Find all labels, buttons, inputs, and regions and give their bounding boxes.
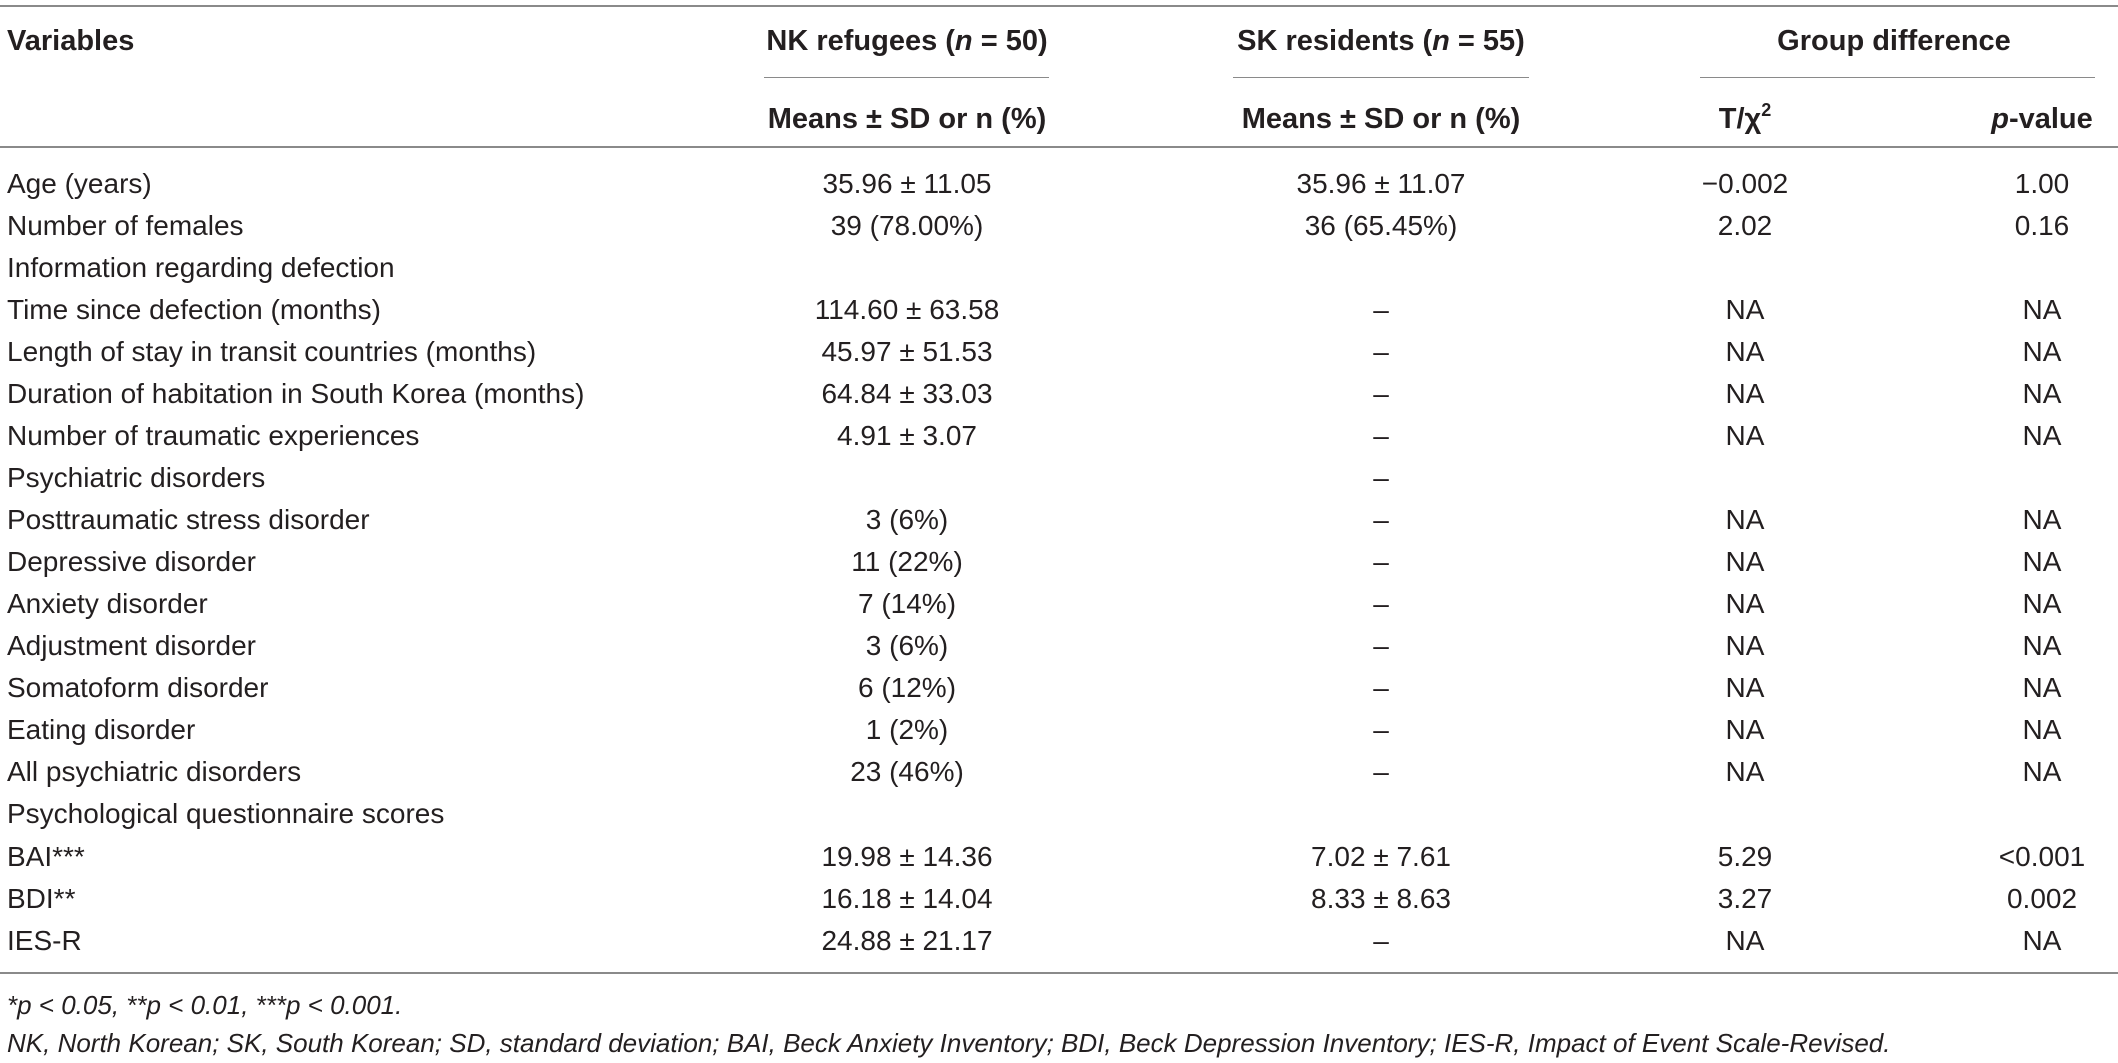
cell-nk: 19.98 ± 14.36 xyxy=(821,841,993,872)
cell-variable: Eating disorder xyxy=(7,714,196,745)
cell-stat: NA xyxy=(1725,630,1765,661)
cell-p: NA xyxy=(2022,714,2062,745)
cell-variable: IES-R xyxy=(7,925,82,956)
header-bottom-rule xyxy=(0,146,2118,148)
cell-p: NA xyxy=(2022,546,2062,577)
header-nk-means: Means ± SD or n (%) xyxy=(767,103,1047,135)
cell-variable: Age (years) xyxy=(7,168,152,199)
cell-sk: 35.96 ± 11.07 xyxy=(1296,168,1466,199)
cell-stat: 2.02 xyxy=(1717,210,1773,241)
cell-variable: Anxiety disorder xyxy=(7,588,208,619)
cell-p: NA xyxy=(2022,504,2062,535)
table-row xyxy=(0,927,2118,969)
cell-nk: 3 (6%) xyxy=(865,504,949,535)
cell-nk: 45.97 ± 51.53 xyxy=(821,336,993,367)
cell-sk: – xyxy=(1373,756,1389,787)
sk-header-rule xyxy=(1233,77,1529,78)
cell-p: NA xyxy=(2022,294,2062,325)
cell-nk: 39 (78.00%) xyxy=(830,210,984,241)
cell-sk: – xyxy=(1373,462,1389,493)
cell-stat: NA xyxy=(1725,336,1765,367)
cell-sk: 36 (65.45%) xyxy=(1304,210,1458,241)
top-rule xyxy=(0,5,2118,7)
cell-variable: Psychological questionnaire scores xyxy=(7,798,445,829)
table-row xyxy=(0,885,2118,927)
cell-variable: Length of stay in transit countries (months) xyxy=(7,336,537,367)
cell-p: NA xyxy=(2022,672,2062,703)
cell-stat: NA xyxy=(1725,378,1765,409)
cell-variable: Adjustment disorder xyxy=(7,630,257,661)
cell-stat: NA xyxy=(1725,294,1765,325)
cell-stat: NA xyxy=(1725,756,1765,787)
footnote-abbreviations: NK, North Korean; SK, South Korean; SD, standard deviation; BAI, Beck Anxiety Inventory; BDI, Beck Depression Inventory; IES-R, Impact of Event Scale-Revised. xyxy=(7,1028,1891,1058)
cell-sk: – xyxy=(1373,378,1389,409)
header-sk-means: Means ± SD or n (%) xyxy=(1241,103,1521,135)
table-row xyxy=(0,506,2118,548)
table-row xyxy=(0,800,2118,842)
cell-p: NA xyxy=(2022,336,2062,367)
nk-header-rule xyxy=(764,77,1049,78)
cell-nk: 64.84 ± 33.03 xyxy=(821,378,993,409)
cell-nk: 11 (22%) xyxy=(851,546,963,577)
cell-variable: BAI*** xyxy=(7,841,85,872)
cell-nk: 24.88 ± 21.17 xyxy=(821,925,993,956)
cell-variable: Number of females xyxy=(7,210,244,241)
cell-stat: −0.002 xyxy=(1701,168,1789,199)
cell-nk: 35.96 ± 11.05 xyxy=(822,168,992,199)
table-row xyxy=(0,632,2118,674)
header-sk-residents: SK residents (n = 55) xyxy=(1237,25,1525,57)
header-variables: Variables xyxy=(7,25,135,57)
cell-stat: NA xyxy=(1725,588,1765,619)
cell-stat: 3.27 xyxy=(1717,883,1773,914)
cell-sk: – xyxy=(1373,504,1389,535)
table-row xyxy=(0,296,2118,338)
cell-sk: – xyxy=(1373,672,1389,703)
table-row xyxy=(0,674,2118,716)
table-row xyxy=(0,338,2118,380)
cell-p: NA xyxy=(2022,378,2062,409)
cell-sk: 7.02 ± 7.61 xyxy=(1311,841,1451,872)
table-row xyxy=(0,422,2118,464)
table-row xyxy=(0,548,2118,590)
cell-sk: – xyxy=(1373,420,1389,451)
cell-nk: 7 (14%) xyxy=(857,588,957,619)
cell-variable: Posttraumatic stress disorder xyxy=(7,504,370,535)
table-row xyxy=(0,590,2118,632)
cell-sk: – xyxy=(1373,630,1389,661)
cell-stat: NA xyxy=(1725,420,1765,451)
cell-variable: Somatoform disorder xyxy=(7,672,269,703)
cell-nk: 16.18 ± 14.04 xyxy=(821,883,993,914)
cell-stat: NA xyxy=(1725,925,1765,956)
table-row xyxy=(0,170,2118,212)
cell-variable: Depressive disorder xyxy=(7,546,256,577)
cell-variable: All psychiatric disorders xyxy=(7,756,302,787)
cell-sk: – xyxy=(1373,714,1389,745)
footnote-significance: *p < 0.05, **p < 0.01, ***p < 0.001. xyxy=(7,990,403,1020)
table-row xyxy=(0,254,2118,296)
cell-p: 0.16 xyxy=(2014,210,2070,241)
bottom-rule xyxy=(0,972,2118,974)
cell-stat: NA xyxy=(1725,546,1765,577)
cell-nk: 114.60 ± 63.58 xyxy=(814,294,1000,325)
cell-stat: NA xyxy=(1725,672,1765,703)
group-header-rule xyxy=(1700,77,2095,78)
table-row xyxy=(0,380,2118,422)
cell-variable: Duration of habitation in South Korea (months) xyxy=(7,378,585,409)
table-row xyxy=(0,464,2118,506)
table-row xyxy=(0,758,2118,800)
cell-sk: 8.33 ± 8.63 xyxy=(1311,883,1451,914)
cell-p: NA xyxy=(2022,588,2062,619)
cell-sk: – xyxy=(1373,925,1389,956)
cell-variable: Information regarding defection xyxy=(7,252,395,283)
cell-sk: – xyxy=(1373,546,1389,577)
header-p-value: p-value xyxy=(1991,103,2093,135)
cell-variable: Time since defection (months) xyxy=(7,294,381,325)
cell-p: NA xyxy=(2022,420,2062,451)
cell-nk: 4.91 ± 3.07 xyxy=(837,420,977,451)
header-t-chi2: $T/\chi^2$ xyxy=(1718,100,1772,135)
cell-p: NA xyxy=(2022,630,2062,661)
header-nk-refugees: NK refugees (n = 50) xyxy=(766,25,1048,57)
cell-p: <0.001 xyxy=(1998,841,2086,872)
cell-nk: 1 (2%) xyxy=(865,714,949,745)
cell-p: NA xyxy=(2022,756,2062,787)
cell-variable: Number of traumatic experiences xyxy=(7,420,420,451)
cell-sk: – xyxy=(1373,588,1389,619)
table-row xyxy=(0,843,2118,885)
cell-p: 0.002 xyxy=(2006,883,2078,914)
table-row xyxy=(0,212,2118,254)
header-group-difference: Group difference xyxy=(1777,25,2011,57)
cell-nk: 6 (12%) xyxy=(857,672,957,703)
cell-p: 1.00 xyxy=(2014,168,2070,199)
cell-sk: – xyxy=(1373,294,1389,325)
cell-nk: 23 (46%) xyxy=(850,756,964,787)
table-row xyxy=(0,716,2118,758)
cell-variable: Psychiatric disorders xyxy=(7,462,266,493)
cell-p: NA xyxy=(2022,925,2062,956)
cell-variable: BDI** xyxy=(7,883,76,914)
cell-stat: 5.29 xyxy=(1717,841,1773,872)
cell-sk: – xyxy=(1373,336,1389,367)
cell-stat: NA xyxy=(1725,504,1765,535)
cell-nk: 3 (6%) xyxy=(865,630,949,661)
cell-stat: NA xyxy=(1725,714,1765,745)
